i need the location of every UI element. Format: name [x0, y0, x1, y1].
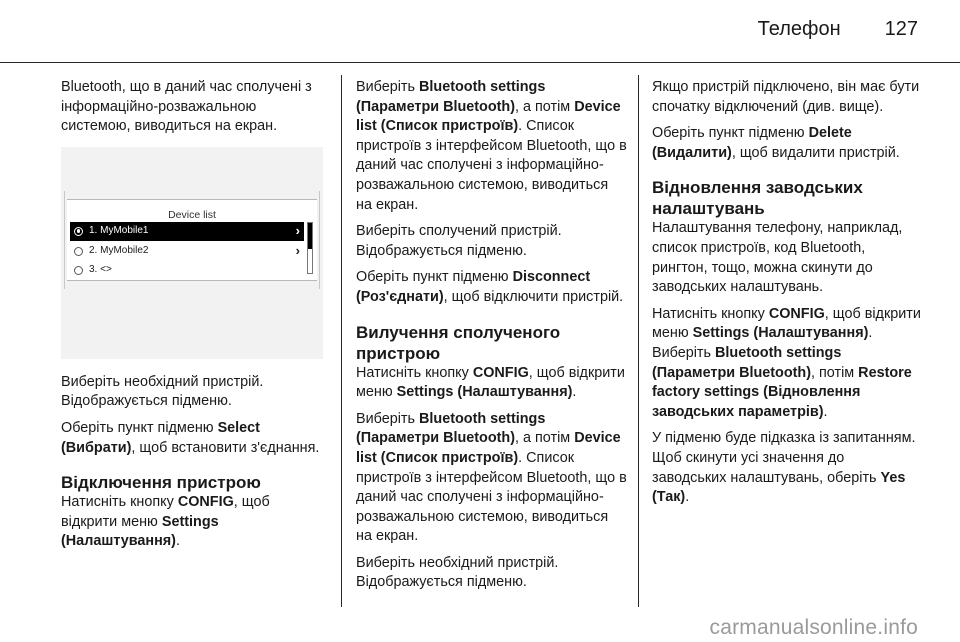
text: Оберіть пункт підменю — [61, 419, 218, 436]
text: , щоб відкрити меню — [356, 364, 625, 401]
text: Оберіть пункт підменю — [356, 269, 513, 286]
section-heading: Вилучення сполученого пристрою — [356, 322, 561, 363]
section-heading: Відключення пристрою — [61, 473, 261, 493]
text: , потім — [811, 364, 859, 381]
menu-term: Disconnect (Роз'єднати) — [356, 269, 591, 305]
scrollbar — [307, 222, 313, 274]
menu-term: Device list (Список пристроїв) — [356, 430, 621, 466]
text: . — [823, 403, 828, 420]
paragraph: Bluetooth, що в даний час сполучені з інформаційно-розважальною системою, виводиться на екран. — [61, 79, 312, 135]
radio-icon — [74, 227, 83, 236]
text: Оберіть пункт підменю — [652, 125, 809, 142]
paragraph — [652, 305, 922, 423]
paragraph: Налаштування телефону, наприклад, список пристроїв, код Bluetooth, рингтон, тощо, можна скинути до заводських налаштувань. — [652, 220, 903, 296]
screen-edge — [64, 191, 65, 289]
button-term: CONFIG — [768, 305, 825, 322]
section-heading: Відновлення заводських налаштувань — [652, 178, 863, 219]
device-name: 3. <> — [89, 264, 112, 276]
paragraph — [356, 364, 628, 403]
paragraph — [652, 124, 922, 163]
paragraph — [356, 268, 628, 307]
chevron-right-icon: › — [295, 223, 300, 239]
text: , щоб видалити пристрій. — [731, 144, 900, 161]
menu-term: Settings (Налаштування) — [692, 325, 869, 342]
text: Виберіть — [356, 79, 420, 95]
menu-term: Settings (Налаштування) — [61, 513, 219, 550]
text: Натисніть кнопку — [356, 364, 473, 381]
button-term: CONFIG — [472, 364, 529, 381]
text: , щоб відкрити меню — [61, 494, 270, 530]
button-term: CONFIG — [177, 494, 234, 511]
scrollbar-thumb — [308, 223, 312, 249]
device-name: 2. MyMobile2 — [89, 245, 149, 257]
menu-term: Select (Вибрати) — [61, 419, 260, 456]
text: Натисніть кнопку — [652, 305, 769, 322]
column-divider — [341, 75, 342, 607]
menu-term: Bluetooth settings (Параметри Bluetooth) — [652, 344, 842, 381]
menu-term: Restore factory settings (Відновлення заводських параметрів) — [652, 364, 912, 420]
screen-panel — [67, 199, 317, 281]
text: , а потім — [515, 430, 575, 447]
header-rule — [0, 62, 960, 63]
text: , щоб відключити пристрій. — [443, 288, 624, 305]
text: . Список пристроїв з інтерфейсом Bluetooth, що в даний час сполучені з інформаційно-розважальною системою, виводиться на екран. — [356, 449, 627, 545]
screen-title: Device list — [168, 208, 216, 221]
paragraph: Якщо пристрій підключено, він має бути спочатку відключений (див. вище). — [652, 79, 920, 115]
radio-icon — [74, 247, 83, 256]
text: Виберіть — [356, 410, 420, 427]
column-2 — [356, 78, 628, 600]
device-name: 1. MyMobile1 — [89, 225, 149, 237]
device-list-screen-image — [61, 147, 323, 359]
text: . — [572, 384, 577, 401]
column-1 — [61, 78, 329, 559]
column-divider — [638, 75, 639, 607]
paragraph: Виберіть сполучений пристрій. Відображується підменю. — [356, 223, 562, 259]
text: , щоб відкрити меню — [652, 305, 921, 342]
watermark: carmanualsonline.info — [709, 616, 918, 639]
menu-term: Bluetooth settings (Параметри Bluetooth) — [356, 79, 546, 115]
paragraph — [652, 429, 922, 507]
radio-icon — [74, 266, 83, 275]
column-3 — [652, 78, 922, 515]
paragraph — [356, 78, 628, 215]
text: Натисніть кнопку — [61, 494, 178, 511]
paragraph — [61, 493, 329, 552]
text: У підменю буде підказка із запитанням. Щоб скинути усі значення до заводських налаштувань, оберіть — [652, 430, 916, 486]
menu-term: Device list (Список пристроїв) — [356, 98, 621, 135]
text: . — [685, 489, 690, 506]
menu-term: Bluetooth settings (Параметри Bluetooth) — [356, 410, 546, 447]
paragraph: Виберіть необхідний пристрій. Відображується підменю. — [356, 554, 559, 591]
chevron-right-icon: › — [295, 243, 300, 259]
page-title: Телефон — [757, 18, 841, 40]
menu-term: Settings (Налаштування) — [396, 384, 573, 401]
text: . — [175, 533, 180, 550]
text: , щоб встановити з'єднання. — [131, 439, 320, 456]
menu-term: Delete (Видалити) — [652, 125, 852, 161]
device-list-item — [70, 222, 304, 241]
screen-edge — [319, 191, 320, 289]
text: , а потім — [515, 98, 575, 115]
paragraph: Виберіть необхідний пристрій. Відображується підменю. — [61, 373, 264, 410]
device-list-item — [70, 242, 304, 261]
page-header — [758, 18, 918, 48]
paragraph — [61, 419, 329, 458]
paragraph — [356, 410, 628, 547]
device-list-item — [70, 261, 304, 280]
page-number: 127 — [884, 18, 918, 40]
text: . Список пристроїв з інтерфейсом Bluetooth, що в даний час сполучені з інформаційно-розважальною системою, виводиться на екран. — [356, 118, 627, 213]
text: . Виберіть — [652, 325, 873, 361]
menu-term: Yes (Так) — [652, 469, 906, 506]
